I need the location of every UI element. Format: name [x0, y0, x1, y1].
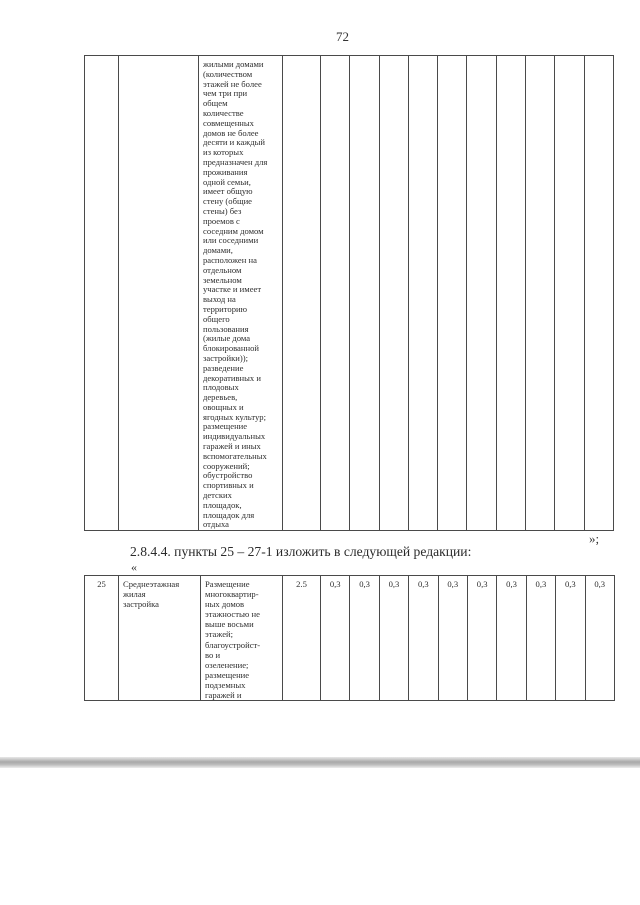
description-text: Размещение многоквартир- ных домов этажностью не выше восьми этажей; благоустройст- во и озеленение; размещение подземных гаражей и [205, 579, 261, 701]
page-number: 72 [336, 29, 349, 44]
opening-quote: « [131, 560, 137, 574]
table-cell-value [585, 576, 614, 701]
table-cell-value [408, 56, 437, 531]
coefficient-value: 0,3 [447, 579, 459, 589]
table-cell-value [438, 56, 467, 531]
scan-page-edge [0, 757, 640, 768]
land-use-table-continuation [84, 55, 614, 531]
table-cell-value [409, 576, 438, 701]
table-cell-value [350, 56, 379, 531]
table-row [85, 576, 615, 701]
table-cell-value [497, 576, 526, 701]
table-cell-description [201, 576, 283, 701]
coefficient-value: 0,3 [594, 579, 606, 589]
coefficient-value: 0,3 [564, 579, 576, 589]
amendment-instruction: 2.8.4.4. пункты 25 – 27-1 изложить в следующей редакции: [130, 544, 472, 559]
table-cell-value [556, 576, 585, 701]
coefficient-value: 0,3 [476, 579, 488, 589]
closing-quote: »; [589, 531, 600, 546]
table-cell-value [321, 576, 350, 701]
table-cell-code [283, 56, 321, 531]
table-cell-value [438, 576, 467, 701]
coefficient-value: 0,3 [388, 579, 400, 589]
land-use-table-new-wording [84, 575, 615, 701]
table-cell-num [85, 56, 119, 531]
table-cell-value [379, 576, 408, 701]
table-row [85, 56, 614, 531]
coefficient-value: 0,3 [417, 579, 429, 589]
table-cell-value [467, 576, 496, 701]
table-cell-name [119, 576, 201, 701]
table-cell-num [85, 576, 119, 701]
row-number: 25 [97, 579, 106, 589]
table-cell-value [321, 56, 350, 531]
coefficient-value: 0,3 [535, 579, 547, 589]
table-cell-value [526, 56, 555, 531]
table-cell-name [119, 56, 199, 531]
table-cell-description [199, 56, 283, 531]
table-cell-value [584, 56, 613, 531]
coefficient-value: 0,3 [329, 579, 341, 589]
table-cell-value [496, 56, 525, 531]
table-cell-value [350, 576, 379, 701]
table-cell-value [555, 56, 584, 531]
table-cell-value [526, 576, 555, 701]
zone-name: Среднеэтажная жилая застройка [123, 579, 180, 610]
coefficient-value: 0,3 [506, 579, 517, 589]
table-cell-code [283, 576, 321, 701]
table-cell-value [467, 56, 496, 531]
description-text: жилыми домами (количеством этажей не более чем три при общем количестве совмещенных домов не более десяти и каждый из которых предназначен для проживания одной семьи, имеет общую стену (общие стены) без проемов с соседним домом или соседними домами, расположен на отдельном земельном участке и имеет выход на территорию общего пользования (жилые дома блокированной застройки)); разведение декоративных и плодовых деревьев, овощных и ягодных культур; размещение индивидуальных гаражей и иных вспомогательных сооружений; обустройство спортивных и детских площадок, площадок для отдыха [203, 59, 268, 530]
coefficient-value: 0,3 [359, 579, 370, 589]
table-cell-value [379, 56, 408, 531]
use-code: 2.5 [296, 579, 307, 589]
